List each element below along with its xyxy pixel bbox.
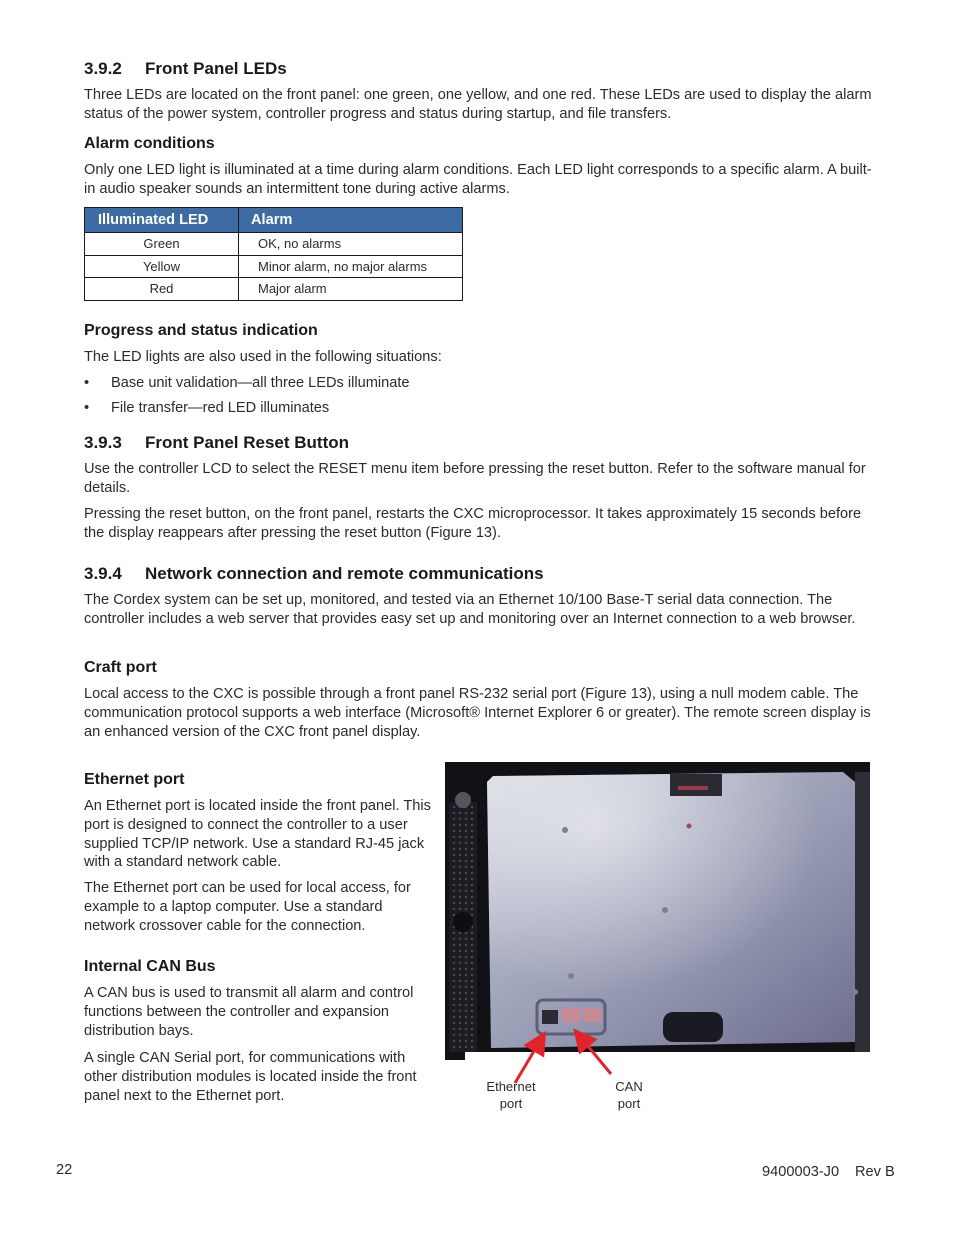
callout-arrows <box>470 1025 630 1085</box>
section-title: Front Panel LEDs <box>145 59 287 78</box>
figure-label-can: CAN port <box>615 1079 643 1111</box>
section-title: Network connection and remote communications <box>145 564 544 583</box>
subheading-alarm-conditions: Alarm conditions <box>84 135 215 152</box>
bullet-item <box>84 374 410 392</box>
figure-label-ethernet: Ethernet port <box>486 1079 536 1111</box>
can-arrow <box>577 1033 611 1074</box>
table-header-row <box>85 208 463 233</box>
table-row <box>85 255 463 278</box>
table-cell-led: Yellow <box>85 255 239 278</box>
table-cell-led: Red <box>85 278 239 301</box>
section-number: 3.9.4 <box>84 564 122 583</box>
paragraph: A CAN bus is used to transmit all alarm and control functions between the controller and expansion distribution bays. <box>84 985 414 1039</box>
bullet-marker: • <box>84 375 90 391</box>
table-cell-alarm: Major alarm <box>239 278 463 301</box>
paragraph: Local access to the CXC is possible through a front panel RS-232 serial port (Figure 13), using a null modem cable. The communication protocol supports a web interface (Microsoft® Internet Explorer 6 or greater). The remote screen display is an enhanced version of the CXC front panel display. <box>84 686 871 740</box>
column-header: Illuminated LED <box>85 208 239 233</box>
table-cell-alarm: Minor alarm, no major alarms <box>239 255 463 278</box>
table-cell-alarm: OK, no alarms <box>239 233 463 256</box>
table-row <box>85 233 463 256</box>
section-heading-3-9-2 <box>84 59 287 79</box>
paragraph: Pressing the reset button, on the front panel, restarts the CXC microprocessor. It takes approximately 15 seconds before the display reappears after pressing the reset button (Figure 13). <box>84 506 862 541</box>
paragraph: The Cordex system can be set up, monitored, and tested via an Ethernet 10/100 Base-T serial data connection. The controller includes a web server that provides easy set up and monitoring over an Internet connection to a web browser. <box>84 592 856 627</box>
subheading-progress-status: Progress and status indication <box>84 322 318 339</box>
section-number: 3.9.3 <box>84 433 122 452</box>
paragraph: The LED lights are also used in the following situations: <box>84 349 442 365</box>
bullet-marker: • <box>84 400 90 416</box>
bullet-text: File transfer—red LED illuminates <box>111 400 330 416</box>
column-header: Alarm <box>239 208 463 233</box>
table-cell-led: Green <box>85 233 239 256</box>
paragraph: Three LEDs are located on the front panel: one green, one yellow, and one red. These LEDs are used to display the alarm status of the power system, controller progress and status during startup, and file transfers. <box>84 87 872 122</box>
paragraph: Only one LED light is illuminated at a time during alarm conditions. Each LED light corresponds to a specific alarm. A built-in audio speaker sounds an intermittent tone during active alarms. <box>84 162 872 197</box>
subheading-ethernet-port: Ethernet port <box>84 771 185 788</box>
bullet-item <box>84 399 329 417</box>
revision: Rev B <box>855 1164 895 1180</box>
controller-front-panel-photo <box>445 762 870 1060</box>
bullet-text: Base unit validation—all three LEDs illuminate <box>111 375 410 391</box>
section-title: Front Panel Reset Button <box>145 433 350 452</box>
table-row <box>85 278 463 301</box>
paragraph: An Ethernet port is located inside the front panel. This port is designed to connect the controller to a user supplied TCP/IP network. Use a standard RJ-45 jack with a standard network cable. <box>84 798 431 871</box>
ethernet-arrow <box>515 1036 543 1083</box>
paragraph: A single CAN Serial port, for communications with other distribution modules is located inside the front panel next to the Ethernet port. <box>84 1050 417 1104</box>
paragraph: Use the controller LCD to select the RESET menu item before pressing the reset button. Refer to the software manual for details. <box>84 461 866 496</box>
subheading-craft-port: Craft port <box>84 659 157 676</box>
paragraph: The Ethernet port can be used for local access, for example to a laptop computer. Use a standard network crossover cable for the connection. <box>84 880 411 934</box>
page-number: 22 <box>56 1162 73 1178</box>
section-heading-3-9-4 <box>84 564 544 584</box>
led-alarm-table <box>84 207 463 301</box>
section-heading-3-9-3 <box>84 433 349 453</box>
subheading-can-bus: Internal CAN Bus <box>84 958 216 975</box>
document-number: 9400003-J0 <box>762 1164 840 1180</box>
section-number: 3.9.2 <box>84 59 122 78</box>
